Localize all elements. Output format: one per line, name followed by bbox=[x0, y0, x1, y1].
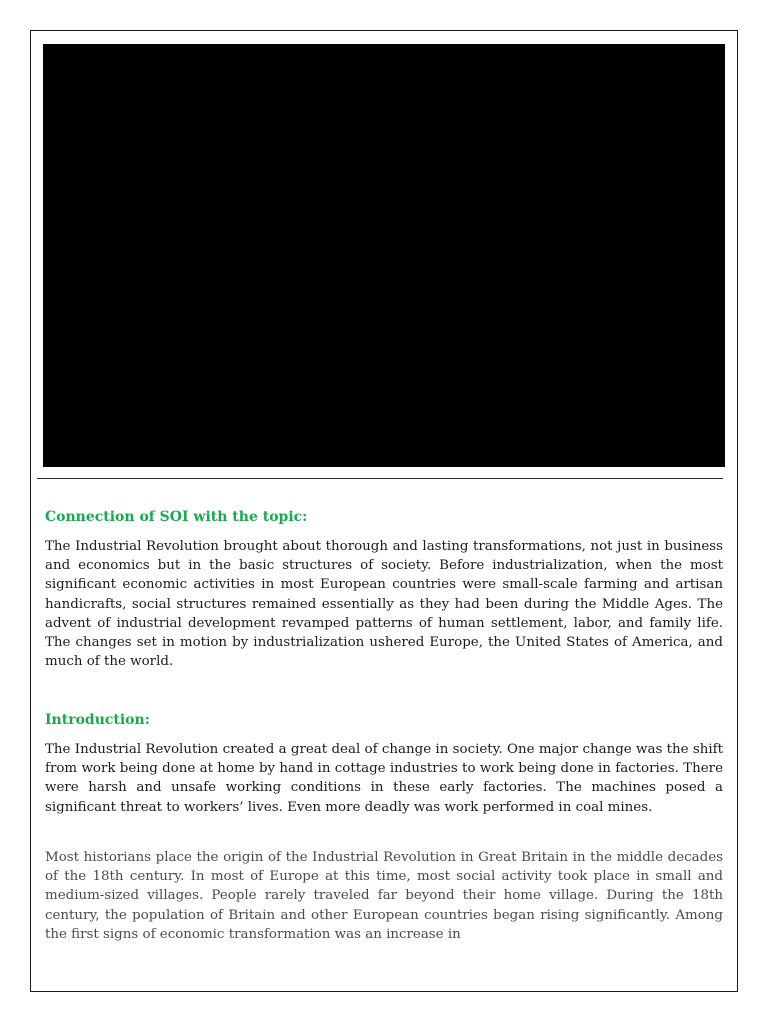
section-heading-connection: Connection of SOI with the topic: bbox=[45, 509, 308, 525]
document-image bbox=[43, 44, 725, 467]
section-heading-introduction: Introduction: bbox=[45, 712, 150, 728]
divider bbox=[37, 478, 723, 479]
introduction-paragraph-1: The Industrial Revolution created a great deal of change in society. One major change was the shift from work being done at home by hand in cottage industries to work being done in factories. There were harsh and unsafe working conditions in these early factories. The machines posed a significant threat to workers’ lives. Even more deadly was work performed in coal mines. bbox=[45, 742, 723, 815]
section-paragraph-connection: The Industrial Revolution brought about thorough and lasting transformations, not just in business and economics but in the basic structures of society. Before industrialization, when the most significant economic activities in most European countries were small-scale farming and artisan handicrafts, social structures remained essentially as they had been during the Middle Ages. The advent of industrial development revamped patterns of human settlement, labor, and family life. The changes set in motion by industrialization ushered Europe, the United States of America, and much of the world. bbox=[45, 539, 723, 670]
introduction-paragraph-2: Most historians place the origin of the Industrial Revolution in Great Britain in the middle decades of the 18th century. In most of Europe at this time, most social activity took place in small and medium-sized villages. People rarely traveled far beyond their home village. During the 18th century, the population of Britain and other European countries began rising significantly. Among the first signs of economic transformation was an increase in bbox=[45, 850, 723, 942]
